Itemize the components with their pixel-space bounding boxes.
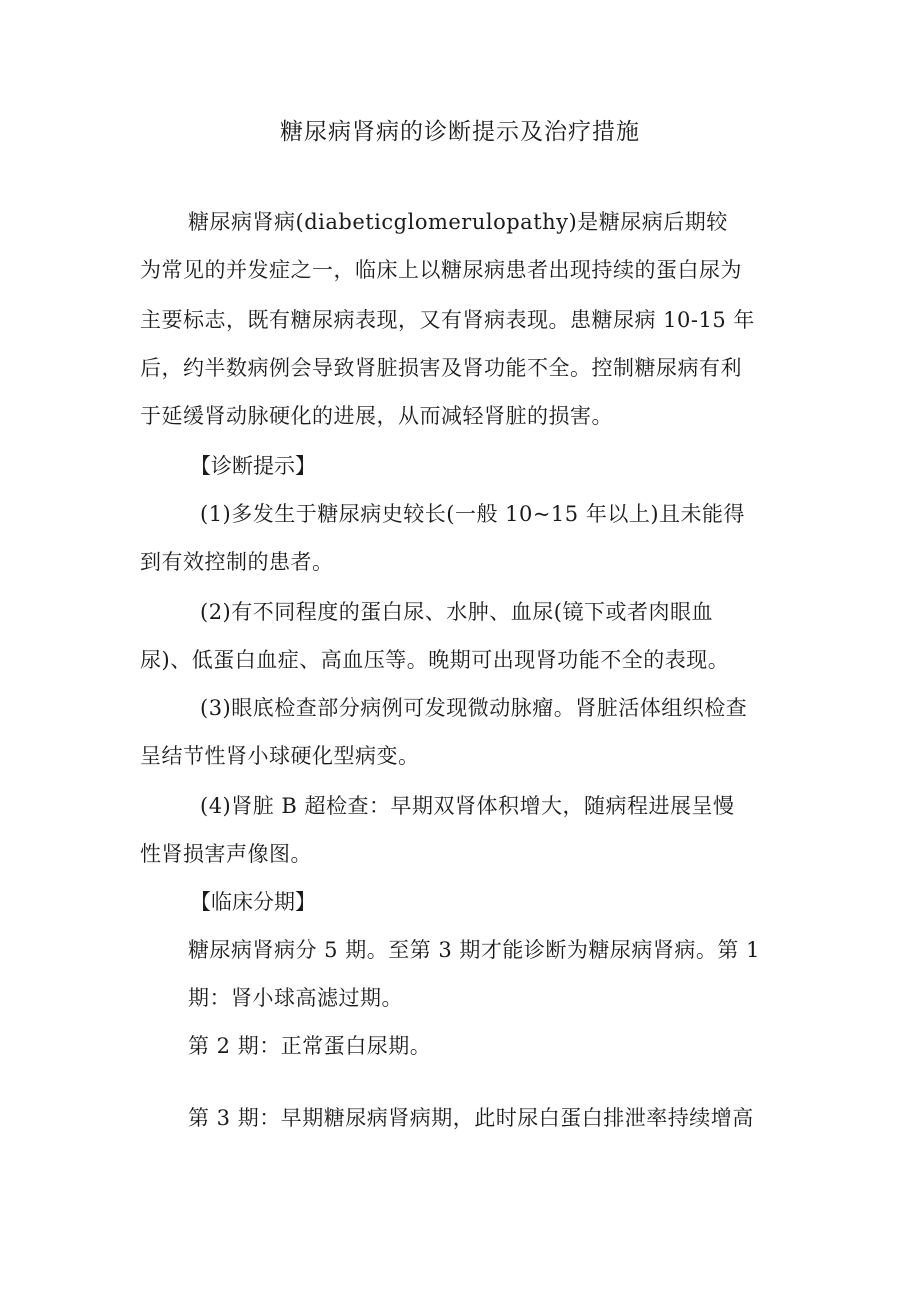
staging-heading: 【临床分期】 <box>190 890 316 914</box>
intro-line-3: 主要标志，既有糖尿病表现，又有肾病表现。患糖尿病 10-15 年 <box>140 308 755 332</box>
diagnosis-item-2-line-2: 尿)、低蛋白血症、高血压等。晚期可出现肾功能不全的表现。 <box>140 648 730 672</box>
diagnosis-heading: 【诊断提示】 <box>190 454 316 478</box>
diagnosis-item-4-line-1: (4)肾脏 B 超检查：早期双肾体积增大，随病程进展呈慢 <box>200 794 735 818</box>
page-title: 糖尿病肾病的诊断提示及治疗措施 <box>280 119 640 145</box>
staging-line-1: 糖尿病肾病分 5 期。至第 3 期才能诊断为糖尿病肾病。第 1 <box>188 938 760 962</box>
diagnosis-item-2-line-1: (2)有不同程度的蛋白尿、水肿、血尿(镜下或者肉眼血 <box>200 600 713 624</box>
diagnosis-item-3-line-2: 呈结节性肾小球硬化型病变。 <box>140 744 420 768</box>
diagnosis-item-1-line-2: 到有效控制的患者。 <box>140 550 334 574</box>
diagnosis-item-1-line-1: (1)多发生于糖尿病史较长(一般 10~15 年以上)且未能得 <box>200 502 746 526</box>
staging-line-4: 第 3 期：早期糖尿病肾病期，此时尿白蛋白排泄率持续增高 <box>188 1106 754 1130</box>
staging-line-2: 期：肾小球高滤过期。 <box>188 986 403 1010</box>
intro-line-4: 后，约半数病例会导致肾脏损害及肾功能不全。控制糖尿病有利 <box>140 356 742 380</box>
intro-line-5: 于延缓肾动脉硬化的进展，从而减轻肾脏的损害。 <box>140 404 613 428</box>
intro-line-1: 糖尿病肾病(diabeticglomerulopathy)是糖尿病后期较 <box>188 210 728 234</box>
staging-line-3: 第 2 期：正常蛋白尿期。 <box>188 1034 432 1058</box>
intro-line-2: 为常见的并发症之一，临床上以糖尿病患者出现持续的蛋白尿为 <box>140 258 742 282</box>
diagnosis-item-4-line-2: 性肾损害声像图。 <box>140 842 312 866</box>
diagnosis-item-3-line-1: (3)眼底检查部分病例可发现微动脉瘤。肾脏活体组织检查 <box>200 696 748 720</box>
